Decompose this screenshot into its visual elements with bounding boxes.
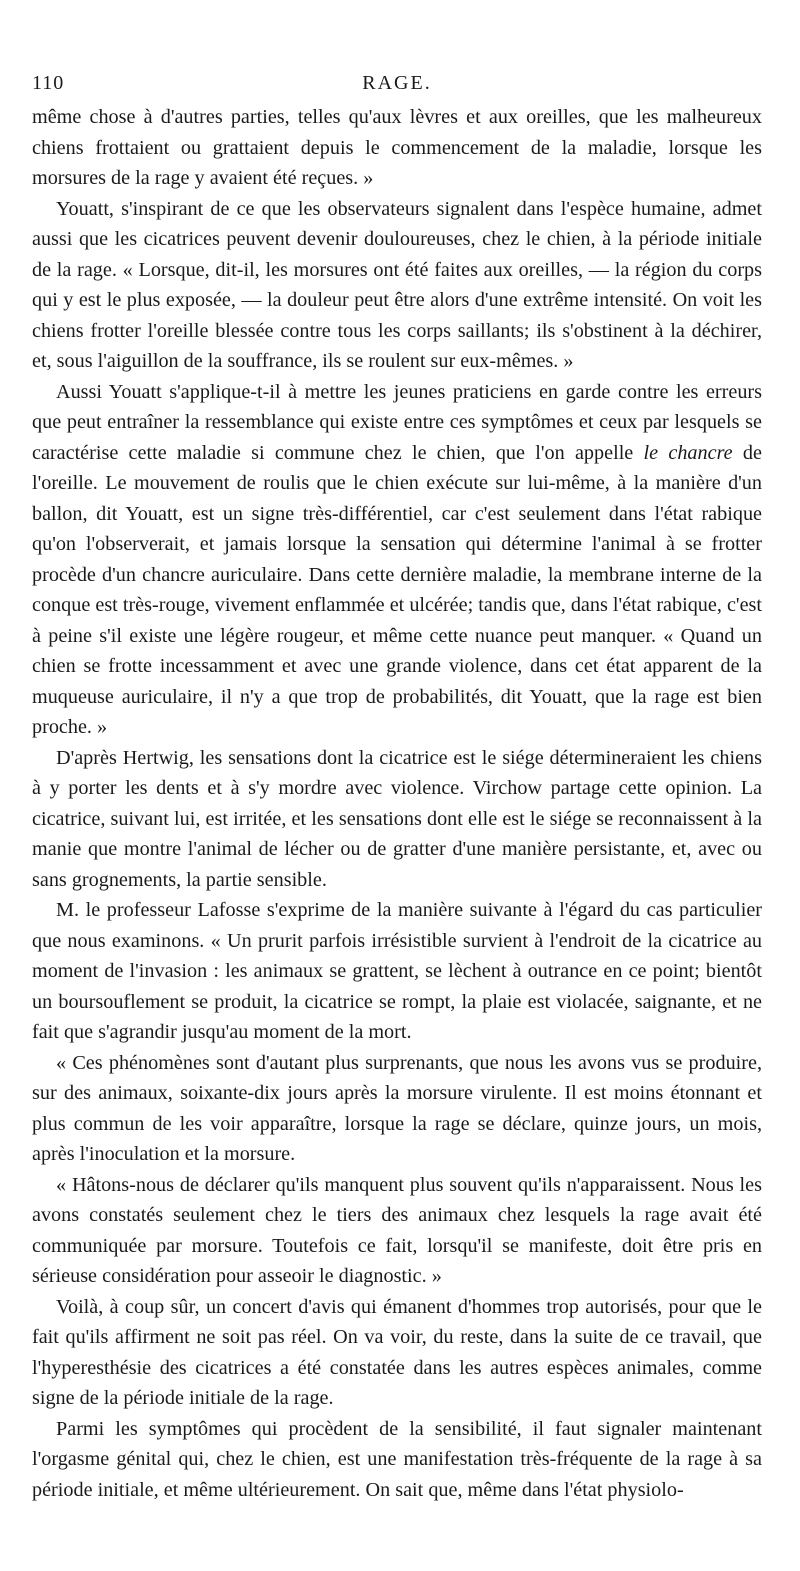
body-text xyxy=(32,102,762,1505)
paragraph-1: même chose à d'autres parties, telles qu'aux lèvres et aux oreilles, que les malheureux chiens frottaient ou grattaient depuis le commencement de la maladie, lorsque les morsures de la rage y avaient été reçues. » xyxy=(32,106,762,189)
paragraph-4: D'après Hertwig, les sensations dont la cicatrice est le siége détermineraient les chiens à y porter les dents et à s'y mordre avec violence. Virchow partage cette opinion. La cicatrice, suivant lui, est irritée, et les sensations dont elle est le siége se reconnaissent à la manie que montre l'animal de lécher ou de gratter d'une manière persistante, et, avec ou sans grognements, la partie sensible. xyxy=(32,746,762,891)
paragraph-3-italic-term: le chancre xyxy=(643,441,733,464)
paragraph-8: Voilà, à coup sûr, un concert d'avis qui émanent d'hommes trop autorisés, pour que le fait qu'ils affirment ne soit pas réel. On va voir, du reste, dans la suite de ce travail, que l'hyperesthésie des cicatrices a été constatée dans les autres espèces animales, comme signe de la période initiale de la rage. xyxy=(32,1295,762,1409)
paragraph-9: Parmi les symptômes qui procèdent de la sensibilité, il faut signaler maintenant l'orgasme génital qui, chez le chien, est une manifestation très-fréquente de la rage à sa période initiale, et même ultérieurement. On sait que, même dans l'état physiolo- xyxy=(32,1417,762,1501)
book-page xyxy=(32,72,762,1505)
paragraph-2: Youatt, s'inspirant de ce que les observateurs signalent dans l'espèce humaine, admet aussi que les cicatrices peuvent devenir douloureuses, chez le chien, à la période initiale de la rage. « Lorsque, dit-il, les morsures ont été faites aux oreilles, — la région du corps qui y est le plus exposée, — la douleur peut être alors d'une extrême intensité. On voit les chiens frotter l'oreille blessée contre tous les corps saillants; ils s'obstinent à la déchirer, et, sous l'aiguillon de la souffrance, ils se roulent sur eux-mêmes. » xyxy=(32,197,762,372)
paragraph-3-text-after: de l'oreille. Le mouvement de roulis que le chien exécute sur lui-même, à la manière d'un ballon, dit Youatt, est un signe très-différentiel, car c'est seulement dans l'état rabique qu'on l'observerait, et jamais lorsque la sensation qui détermine l'animal à se frotter procède d'un chancre auriculaire. Dans cette dernière maladie, la membrane interne de la conque est très-rouge, vivement enflammée et ulcérée; tandis que, dans l'état rabique, c'est à peine s'il existe une légère rougeur, et même cette nuance peut manquer. « Quand un chien se frotte incessamment et avec une grande violence, dans cet état apparent de la muqueuse auriculaire, il n'y a que trop de probabilités, dit Youatt, que la rage est bien proche. » xyxy=(32,441,762,738)
paragraph-3-text-before: Aussi Youatt s'applique-t-il à mettre les jeunes praticiens en garde contre les erreurs que peut entraîner la ressemblance qui existe entre ces symptômes et ceux par lesquels se caractérise cette maladie si commune chez le chien, que l'on appelle xyxy=(32,380,762,464)
paragraph-3 xyxy=(32,377,762,743)
paragraph-5: M. le professeur Lafosse s'exprime de la manière suivante à l'égard du cas particulier que nous examinons. « Un prurit parfois irrésistible survient à l'endroit de la cicatrice au moment de l'invasion : les animaux se grattent, se lèchent à outrance en ce point; bientôt un boursouflement se produit, la cicatrice se rompt, la plaie est violacée, saignante, et ne fait que s'agrandir jusqu'au moment de la mort. xyxy=(32,899,762,1043)
page-header xyxy=(32,72,762,102)
page-number: 110 xyxy=(32,72,65,94)
paragraph-6: « Ces phénomènes sont d'autant plus surprenants, que nous les avons vus se produire, sur des animaux, soixante-dix jours après la morsure virulente. Il est moins étonnant et plus commun de les voir apparaître, lorsque la rage se déclare, quinze jours, un mois, après l'inoculation et la morsure. xyxy=(32,1051,762,1165)
paragraph-7: « Hâtons-nous de déclarer qu'ils manquent plus souvent qu'ils n'apparaissent. Nous les avons constatés seulement chez le tiers des animaux chez lesquels la rage avait été communiquée par morsure. Toutefois ce fait, lorsqu'il se manifeste, doit être pris en sérieuse considération pour asseoir le diagnostic. » xyxy=(32,1173,762,1287)
running-head: RAGE. xyxy=(362,72,432,94)
